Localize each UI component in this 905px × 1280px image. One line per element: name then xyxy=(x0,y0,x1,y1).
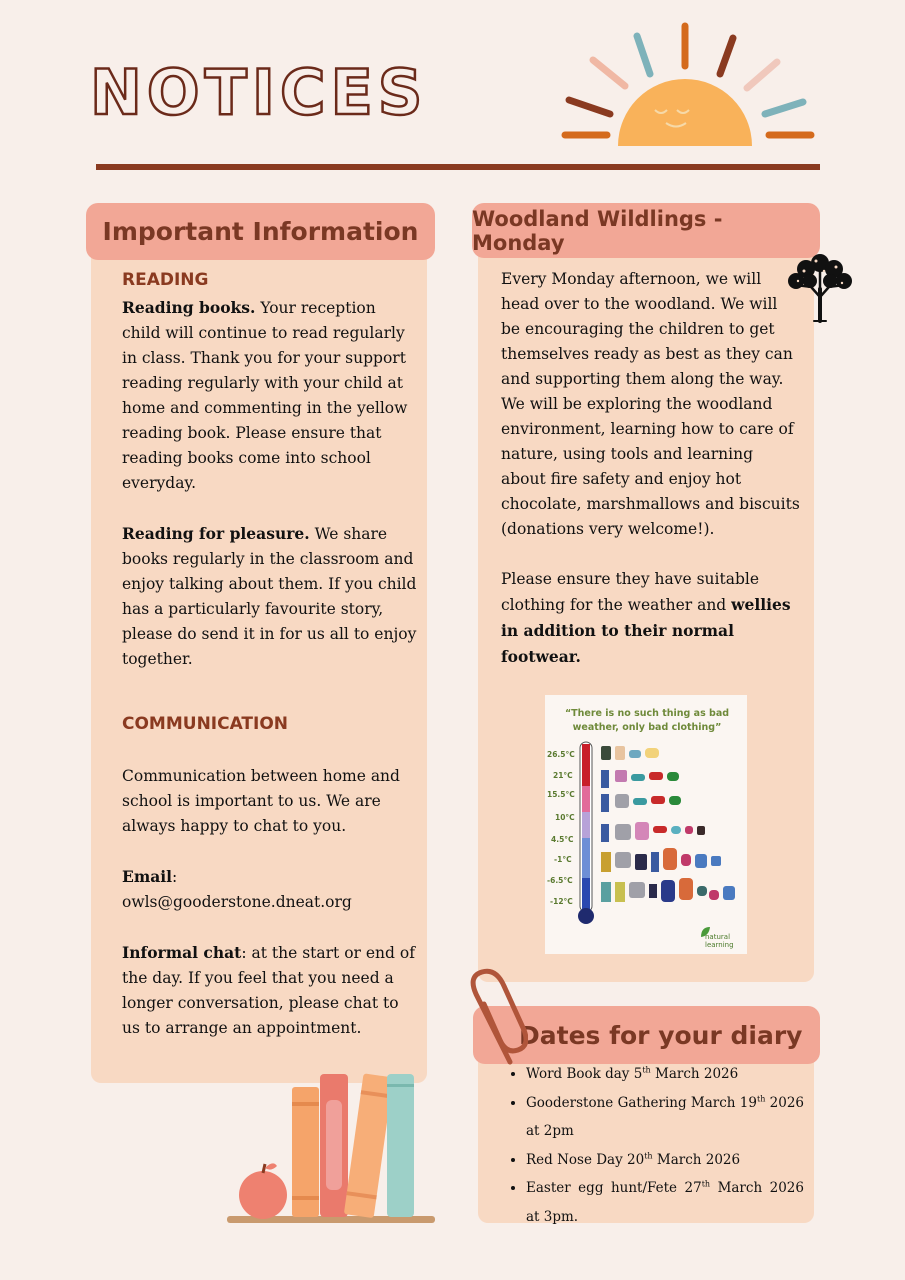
diary-item-text: March 2026 xyxy=(652,1151,741,1168)
reading-pleasure-label: Reading for pleasure. xyxy=(122,524,310,543)
communication-heading: COMMUNICATION xyxy=(122,714,289,734)
diary-item-suffix: th xyxy=(642,1065,651,1075)
woodland-intro: Every Monday afternoon, we will head over to the woodland. We will be encouraging the children to get themselves ready as best as they can and supporting them along the way. We will be exploring the woodland environment, learning how to care of nature, using tools and learning about fire safety and enjoy hot chocolate, marshmallows and biscuits (donations very welcome!). xyxy=(501,270,800,538)
poster-brand-line2: learning xyxy=(705,941,734,949)
reading-heading: READING xyxy=(122,270,209,290)
diary-item-text: March 2026 at 3pm. xyxy=(526,1180,804,1225)
reading-pleasure-text: We share books regularly in the classroom and enjoy talking about them. If you child has a particularly favourite story, please do send it in for us all to enjoy together. xyxy=(122,525,417,668)
list-item xyxy=(526,1174,804,1231)
list-item xyxy=(526,1060,804,1089)
informal-chat-label: Informal chat xyxy=(122,943,242,962)
reading-books-label: Reading books. xyxy=(122,298,256,317)
email-label: Email xyxy=(122,867,173,886)
reading-books-text: Your reception child will continue to read regularly in class. Thank you for your support reading regularly with your child at home and commenting in the yellow reading book. Please ensure that reading books come into school everyday. xyxy=(122,299,408,492)
poster-brand-line1: natural xyxy=(705,933,731,941)
communication-intro: Communication between home and school is important to us. We are always happy to chat to you. xyxy=(122,767,400,835)
temp-label: 10°C xyxy=(555,813,575,822)
diary-item-suffix: th xyxy=(644,1151,653,1160)
important-info-header: Important Information xyxy=(86,203,435,260)
diary-item-text: 2026 at 2pm xyxy=(526,1094,805,1139)
paperclip-icon xyxy=(458,968,528,1068)
temp-label: 21°C xyxy=(553,771,573,780)
woodland-text xyxy=(501,267,801,670)
clothing-text: Please ensure they have suitable clothing for the weather and xyxy=(501,570,760,614)
books-apple-illustration xyxy=(225,1070,440,1230)
temp-label: -1°C xyxy=(554,855,572,864)
wellies-note: wellies in addition to their normal footwear. xyxy=(501,595,791,666)
diary-item-text: Red Nose Day 20 xyxy=(526,1151,645,1168)
poster-brand xyxy=(705,933,734,949)
temp-label: 4.5°C xyxy=(551,835,574,844)
diary-item-text: Easter egg hunt/Fete 27 xyxy=(526,1180,702,1196)
temp-label: -6.5°C xyxy=(547,876,573,885)
diary-item-text: Word Book day 5 xyxy=(526,1066,643,1082)
list-item xyxy=(526,1146,804,1175)
reading-text xyxy=(122,295,418,672)
diary-item-text: March 2026 xyxy=(650,1066,739,1082)
informal-chat-text: : at the start or end of the day. If you feel that you need a longer conversation, please chat to us to arrange an appointment. xyxy=(122,944,415,1037)
temp-label: -12°C xyxy=(550,897,573,906)
diary-list xyxy=(508,1060,804,1231)
list-item xyxy=(526,1089,804,1146)
diary-item-suffix: th xyxy=(701,1179,711,1189)
email-colon: : xyxy=(172,868,178,886)
woodland-header: Woodland Wildlings - Monday xyxy=(472,203,820,258)
temp-label: 15.5°C xyxy=(547,790,575,799)
sun-icon xyxy=(555,18,825,153)
diary-header: Dates for your diary xyxy=(473,1006,820,1064)
diary-item-text: Gooderstone Gathering March 19 xyxy=(526,1094,757,1111)
title-divider xyxy=(96,164,820,170)
thermometer-chart xyxy=(545,738,747,933)
temp-label: 26.5°C xyxy=(547,750,575,759)
poster-quote: “There is no such thing as bad weather, only bad clothing” xyxy=(564,708,730,733)
communication-text xyxy=(122,764,418,1041)
page-title: NOTICES xyxy=(90,56,428,129)
diary-item-suffix: th xyxy=(756,1094,766,1103)
email-link[interactable]: owls@gooderstone.dneat.org xyxy=(122,893,352,911)
